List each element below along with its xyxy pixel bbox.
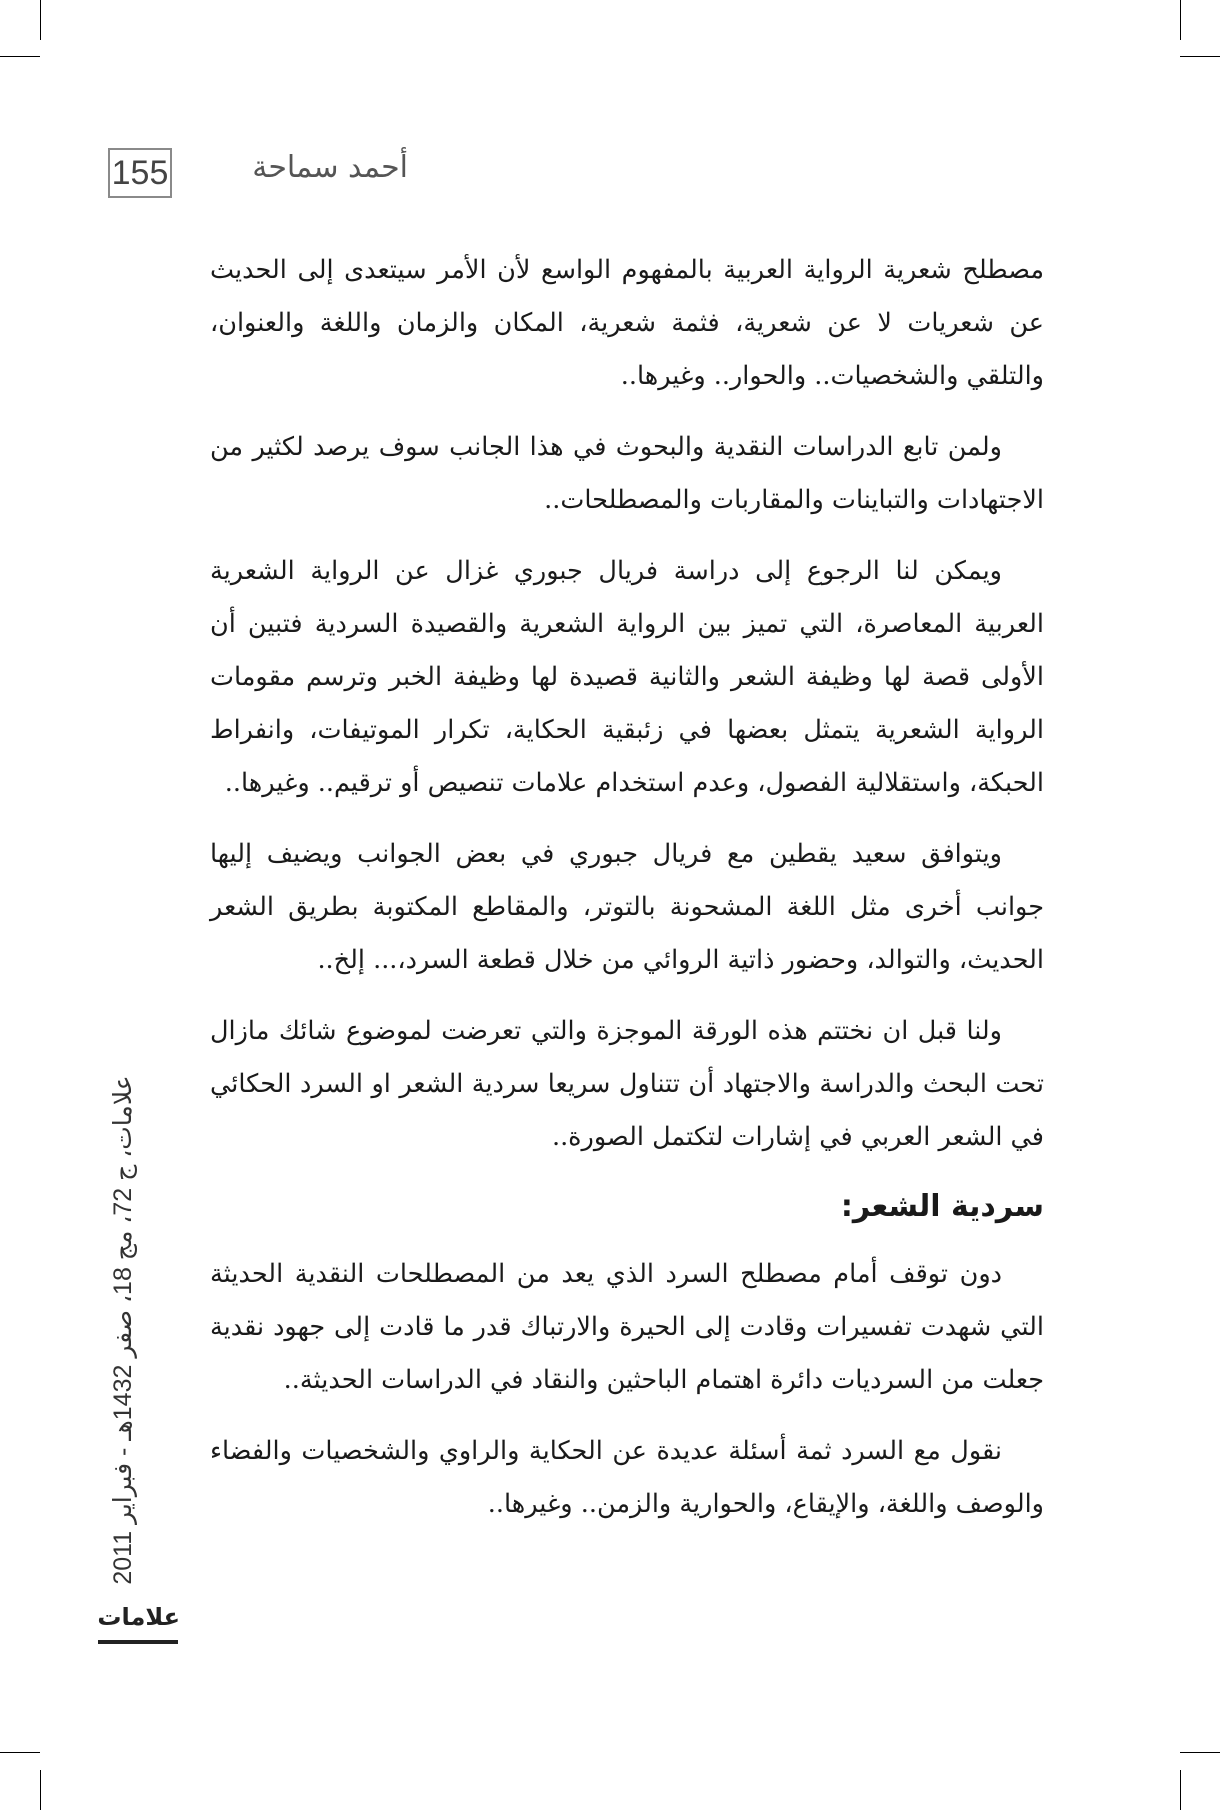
paragraph: ويتوافق سعيد يقطين مع فريال جبوري في بعض الجوانب ويضيف إليها جوانب أخرى مثل اللغة المشحونة بالتوتر، والمقاطع المكتوبة بطريق الشعر الحديث، والتوالد، وحضور ذاتية الروائي من خلال قطعة السرد،... إلخ.. [210,839,1044,975]
paragraph: نقول مع السرد ثمة أسئلة عديدة عن الحكاية والراوي والشخصيات والفضاء والوصف واللغة، والإيقاع، والحوارية والزمن.. وغيرها.. [210,1436,1044,1519]
journal-info: علامات، ج 72، مج 18، صفر 1432هـ - فبراير 2011 [109,1075,137,1585]
paragraph: ولمن تابع الدراسات النقدية والبحوث في هذا الجانب سوف يرصد لكثير من الاجتهادات والتباينات والمقاربات والمصطلحات.. [210,432,1044,515]
section-heading: سردية الشعر: [840,1189,1044,1224]
paragraph: ويمكن لنا الرجوع إلى دراسة فريال جبوري غزال عن الرواية الشعرية العربية المعاصرة، التي تميز بين الرواية الشعرية والقصيدة السردية فتبين أن الأولى قصة لها وظيفة الشعر والثانية قصيدة لها وظيفة الخبر وترسم مقومات الرواية الشعرية يتمثل بعضها في زئبقية الحكاية، تكرار الموتيفات، وانفراط الحبكة، واستقلالية الفصول، وعدم استخدام علامات تنصيص أو ترقيم.. وغيرها.. [210,556,1044,798]
logo-underline [98,1640,178,1644]
paragraph: دون توقف أمام مصطلح السرد الذي يعد من المصطلحات النقدية الحديثة التي شهدت تفسيرات وقادت إلى الحيرة والارتباك قدر ما قادت إلى جهود نقدية جعلت من السرديات دائرة اهتمام الباحثين والنقاد في الدراسات الحديثة.. [210,1259,1044,1395]
article-body [210,244,1044,1549]
page-number: 155 [108,148,172,198]
logo-text: علامات [97,1603,180,1631]
crop-mark [1180,0,1181,40]
crop-mark [0,56,40,57]
journal-logo [98,1598,180,1636]
paragraph: ولنا قبل ان نختتم هذه الورقة الموجزة والتي تعرضت لموضوع شائك مازال تحت البحث والدراسة والاجتهاد أن تتناول سريعا سردية الشعر او السرد الحكائي في الشعر العربي في إشارات لتكتمل الصورة.. [210,1016,1044,1152]
crop-mark [1180,1770,1181,1810]
crop-mark [40,1770,41,1810]
running-head-author: أحمد سماحة [252,150,408,185]
paragraph: مصطلح شعرية الرواية العربية بالمفهوم الواسع لأن الأمر سيتعدى إلى الحديث عن شعريات لا عن شعرية، فثمة شعرية، المكان والزمان واللغة والعنوان، والتلقي والشخصيات.. والحوار.. وغيرها.. [210,255,1044,391]
crop-mark [1180,56,1220,57]
crop-mark [1180,1752,1220,1753]
crop-mark [40,0,41,40]
crop-mark [0,1752,40,1753]
